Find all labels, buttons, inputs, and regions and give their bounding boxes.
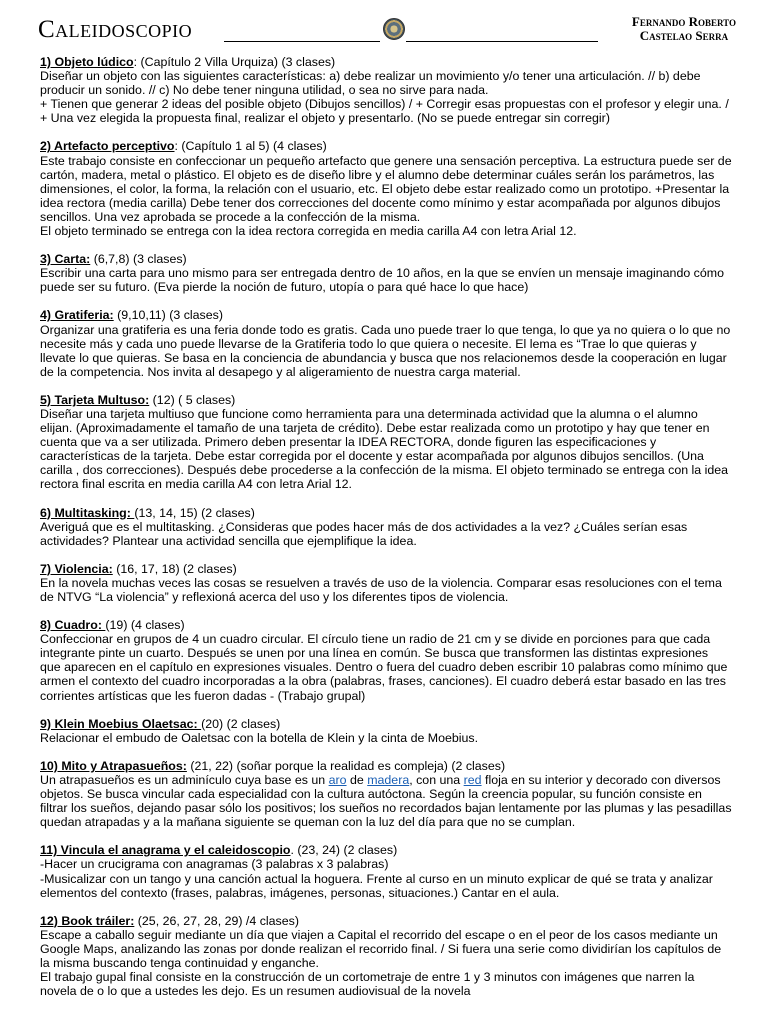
section-text: -Hacer un crucigrama con anagramas (3 palabras x 3 palabras) (40, 857, 389, 872)
section-text: Organizar una gratiferia es una feria donde todo es gratis. Cada uno puede traer lo que tenga, lo que ya no quiera o lo que no necesite más y cada uno puede llevarse de la Gratiferia todo lo que quiera o necesite. El lema es “Trae lo que quieras y llevate lo que quieras. Se basa en la conciencia de abundancia y busca que nos relacionemos desde la cooperación en lugar de la competencia. Nos invita al desapego y al aligeramiento de nuestra carga material. (40, 322, 731, 379)
section-text: El trabajo gupal final consiste en la construcción de un cortometraje de entre 1 y 3 minutos con imágenes que narren la novela de o lo que a ustedes les dejo. Es un resumen audiovisual de la novela (40, 970, 695, 999)
section-tarjeta-multuso (40, 393, 732, 492)
section-text: En la novela muchas veces las cosas se resuelven a través de uso de la violencia. Comparar esas resoluciones con el tema de NTVG “La violencia” y reflexioná acerca del uso y los diferentes tipos de violencia. (40, 575, 722, 604)
link-madera[interactable]: madera (367, 772, 410, 787)
author-line-1: Fernando Roberto (631, 14, 736, 29)
section-heading: 12) Book tráiler: (40, 913, 135, 928)
section-carta (40, 252, 732, 294)
header-rule-left (224, 41, 380, 42)
section-heading: 5) Tarjeta Multuso: (40, 392, 150, 407)
section-heading: 6) Multitasking: (40, 505, 135, 520)
document-body (40, 55, 732, 1012)
section-heading: 2) Artefacto perceptivo (40, 139, 175, 154)
section-text: Confeccionar en grupos de 4 un cuadro circular. El círculo tiene un radio de 21 cm y se divide en porciones para que cada integrante pinte un cuarto. Después se unen por una línea en común. Se busca que transformen las distintas expresiones que aparecen en el capítulo en expresiones visuales. Dentro o fuera del cuadro deben escribir 10 palabras como mínimo que armen el contexto del cuadro incorporadas a la obra (palabras, frases, canciones). El cuadro deberá estar basado en las tres corrientes artísticas que les fueron dadas - (Trabajo grupal) (40, 632, 728, 703)
section-meta: (6,7,8) (3 clases) (90, 252, 187, 267)
section-meta: (25, 26, 27, 28, 29) /4 clases) (134, 913, 299, 928)
section-text: Escribir una carta para uno mismo para ser entregada dentro de 10 años, en la que se envíen un mensaje imaginando cómo puede ser su futuro. (Eva pierde la noción de futuro, utopía o para qué hace lo que hace) (40, 266, 724, 295)
text-run: Un atrapasueños es un adminículo cuya base es un (40, 772, 329, 787)
section-meta: (20) (2 clases) (201, 716, 281, 731)
link-aro[interactable]: aro (328, 772, 347, 787)
section-multitasking (40, 506, 732, 548)
section-heading: 11) Vincula el anagrama y el caleidoscopio (40, 843, 291, 858)
page-header (38, 12, 738, 48)
section-artefacto-perceptivo (40, 139, 732, 238)
section-heading: 1) Objeto lúdico (40, 55, 134, 69)
section-text (40, 773, 732, 829)
text-run: de (346, 772, 368, 787)
section-mito-atrapasuenos (40, 759, 732, 829)
section-text: Diseñar una tarjeta multiuso que funcione como herramienta para una determinada actividad que la alumna o el alumno elijan. (Aproximadamente el tamaño de una tarjeta de crédito). Debe estar realizada como un prototipo y hay que tener en cuenta que va a ser utilizada. Primero deben presentar la IDEA RECTORA, donde figuren las especificaciones y características de la tarjeta. Debe estar corregida por el docente y estar acompañada por algunos dibujos sencillos. (Una carilla , dos correcciones). Después debe procederse a la confección de la misma. El objeto terminado se entrega con la idea rectora final escrita en media carilla A4 con letra Arial 12. (40, 406, 729, 492)
link-red[interactable]: red (463, 772, 482, 787)
section-klein-moebius (40, 717, 732, 745)
section-text: Diseñar un objeto con las siguientes características: a) debe realizar un movimiento y/o tener una articulación. // b) debe producir un sonido. // c) No debe tener ninguna utilidad, o sea no sirve para nada. (40, 69, 701, 98)
seal-icon (383, 18, 405, 40)
section-heading: 10) Mito y Atrapasueños: (40, 758, 187, 773)
section-violencia (40, 562, 732, 604)
section-text: Este trabajo consiste en confeccionar un pequeño artefacto que genere una sensación perceptiva. La estructura puede ser de cartón, madera, metal o plástico. El objeto es de diseño libre y el alumno debe determinar cuáles serán los parámetros, las dimensiones, el color, la forma, la relación con el usuario, etc. El objeto debe estar realizado como un prototipo. +Presentar la idea rectora (media carilla) Debe tener dos correcciones del docente como mínimo y estar acompañada por algunos dibujos sencillos. Una vez aprobada se procede a la confección de la misma. (40, 153, 732, 224)
section-heading: 4) Gratiferia: (40, 308, 114, 323)
section-heading: 9) Klein Moebius Olaetsac: (40, 716, 202, 731)
section-meta: . (23, 24) (2 clases) (290, 843, 398, 858)
section-text: + Tienen que generar 2 ideas del posible objeto (Dibujos sencillos) / + Corregir esas propuestas con el profesor y elegir una. / + Una vez elegida la propuesta final, realizar el objeto y presentarlo. (No se puede entregar sin corregir) (40, 97, 729, 126)
section-meta: (12) ( 5 clases) (149, 392, 236, 407)
section-cuadro (40, 618, 732, 703)
section-heading: 3) Carta: (40, 252, 91, 267)
section-anagrama-caleidoscopio (40, 843, 732, 899)
section-gratiferia (40, 308, 732, 378)
author-line-2: Castelao Serra (639, 28, 729, 43)
section-text: Averiguá que es el multitasking. ¿Consideras que podes hacer más de dos actividades a la vez? ¿Cuáles serían esas actividades? Plantear una actividad sencilla que ejemplifique la idea. (40, 519, 688, 548)
section-meta: (21, 22) (soñar porque la realidad es compleja) (2 clases) (186, 758, 506, 773)
section-text: -Musicalizar con un tango y una canción actual la hoguera. Frente al curso en un minuto explicar de qué se trata y analizar elementos del contexto (frases, palabras, imágenes, personas, situaciones.) Cantar en el aula. (40, 871, 713, 900)
section-heading: 7) Violencia: (40, 561, 113, 576)
text-run: , con una (409, 772, 464, 787)
header-rule-right (406, 41, 598, 42)
section-text: Relacionar el embudo de Oaletsac con la botella de Klein y la cinta de Moebius. (40, 730, 479, 745)
section-meta: (13, 14, 15) (2 clases) (134, 505, 255, 520)
section-meta: (9,10,11) (3 clases) (113, 308, 223, 323)
section-meta: (16, 17, 18) (2 clases) (112, 561, 237, 576)
section-text: Escape a caballo seguir mediante un día que viajen a Capital el recorrido del escape o en el peor de los casos mediante un Google Maps, analizando las zonas por donde realizan el recorrido final. / Si fuera una serie como dividirían los capítulos de la misma buscando tenga continuidad y enganche. (40, 927, 722, 970)
section-book-trailer (40, 914, 732, 999)
section-objeto-ludico (40, 55, 732, 125)
text-run: floja en su interior y decorado con diversos objetos. Se busca vincular cada especialidad con la cultura autóctona. Según la creencia popular, su función consiste en filtrar los sueños, dejando pasar sólo los positivos; los sueños no recordados bajan lentamente por las plumas y las pesadillas quedan atrapadas y a la mañana siguiente se queman con la luz del día para que no se cumplan. (40, 772, 732, 830)
document-title: Caleidoscopio (38, 16, 193, 43)
section-meta: : (Capítulo 1 al 5) (4 clases) (174, 139, 327, 154)
section-meta: (19) (4 clases) (105, 618, 185, 633)
section-heading: 8) Cuadro: (40, 618, 106, 633)
section-meta: : (Capítulo 2 Villa Urquiza) (3 clases) (133, 55, 336, 69)
section-text: El objeto terminado se entrega con la idea rectora corregida en media carilla A4 con letra Arial 12. (40, 224, 577, 239)
author-name (632, 15, 736, 43)
